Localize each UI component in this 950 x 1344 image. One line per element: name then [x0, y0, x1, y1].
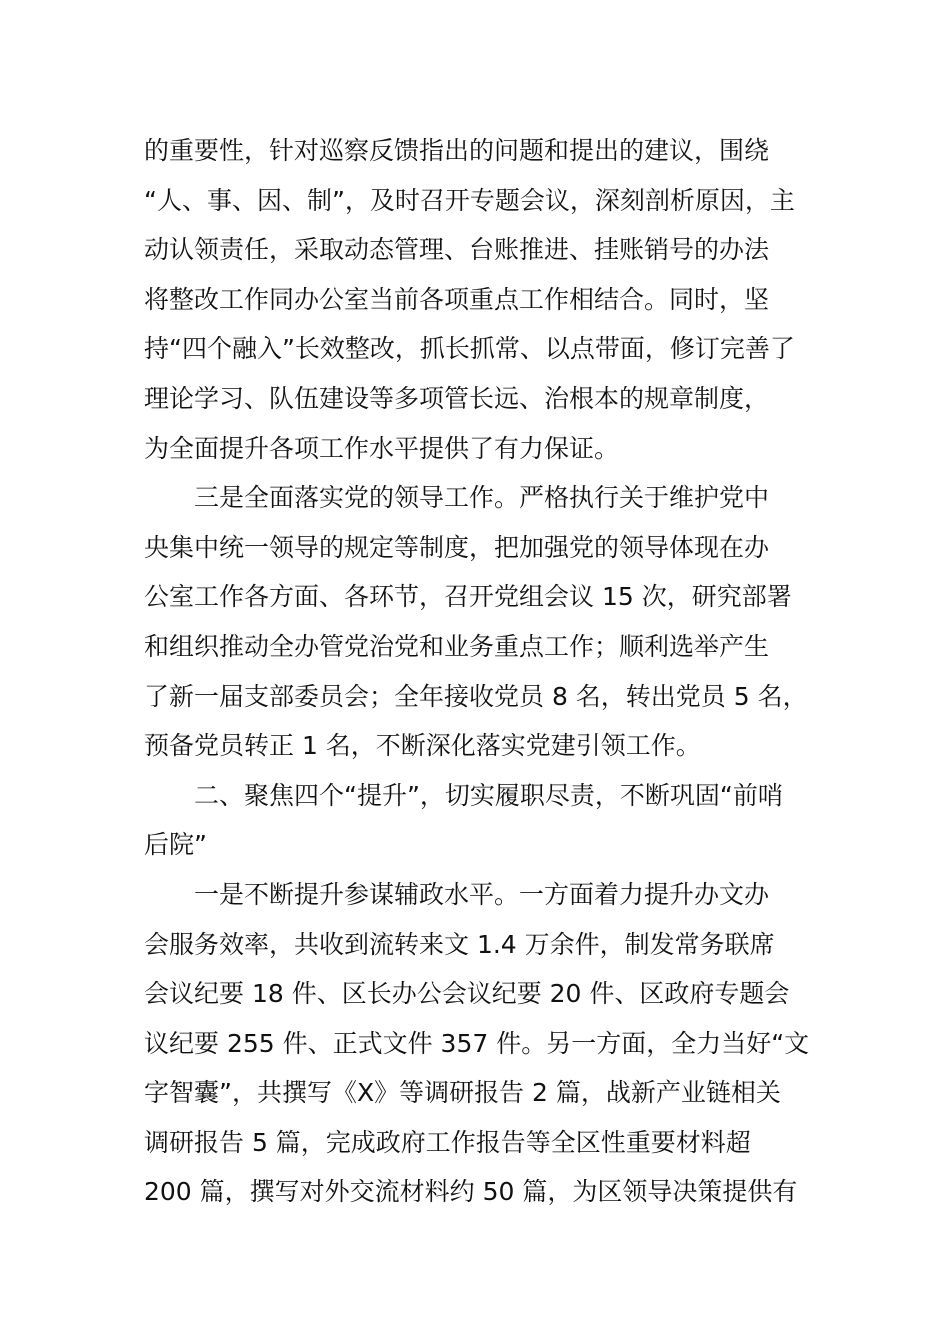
text-line: “人、事、因、制”，及时召开专题会议，深刻剖析原因，主	[144, 185, 795, 215]
section-heading-line: 后院”	[144, 830, 207, 860]
text-line: 和组织推动全办管党治党和业务重点工作；顺利选举产生	[144, 631, 770, 661]
body-text	[144, 126, 834, 1217]
text-line: 调研报告 5 篇，完成政府工作报告等全区性重要材料超	[144, 1127, 751, 1157]
text-line: 为全面提升各项工作水平提供了有力保证。	[144, 433, 620, 463]
text-line: 了新一届支部委员会；全年接收党员 8 名，转出党员 5 名，	[144, 681, 808, 711]
text-line: 将整改工作同办公室当前各项重点工作相结合。同时，坚	[144, 284, 770, 314]
text-line: 议纪要 255 件、正式文件 357 件。另一方面，全力当好“文	[144, 1028, 810, 1058]
text-line: 会服务效率，共收到流转来文 1.4 万余件，制发常务联席	[144, 929, 775, 959]
text-line: 预备党员转正 1 名，不断深化落实党建引领工作。	[144, 731, 701, 761]
text-line: 的重要性，针对巡察反馈指出的问题和提出的建议，围绕	[144, 136, 770, 165]
text-line: 公室工作各方面、各环节，召开党组会议 15 次，研究部署	[144, 582, 792, 612]
text-line: 动认领责任，采取动态管理、台账推进、挂账销号的办法	[144, 235, 770, 265]
section-heading-line: 二、聚焦四个“提升”，切实履职尽责，不断巩固“前哨	[194, 780, 783, 810]
text-line: 理论学习、队伍建设等多项管长远、治根本的规章制度，	[144, 383, 770, 413]
paragraph-start-line: 三是全面落实党的领导工作。严格执行关于维护党中	[194, 483, 770, 513]
paragraph-start-line: 一是不断提升参谋辅政水平。一方面着力提升办文办	[194, 879, 770, 909]
text-line: 字智囊”，共撰写《X》等调研报告 2 篇，战新产业链相关	[144, 1078, 781, 1108]
text-line: 会议纪要 18 件、区长办公会议纪要 20 件、区政府专题会	[144, 979, 790, 1009]
text-line: 200 篇，撰写对外交流材料约 50 篇，为区领导决策提供有	[144, 1177, 798, 1207]
text-line: 持“四个融入”长效整改，抓长抓常、以点带面，修订完善了	[144, 334, 795, 364]
text-line: 央集中统一领导的规定等制度，把加强党的领导体现在办	[144, 532, 770, 562]
